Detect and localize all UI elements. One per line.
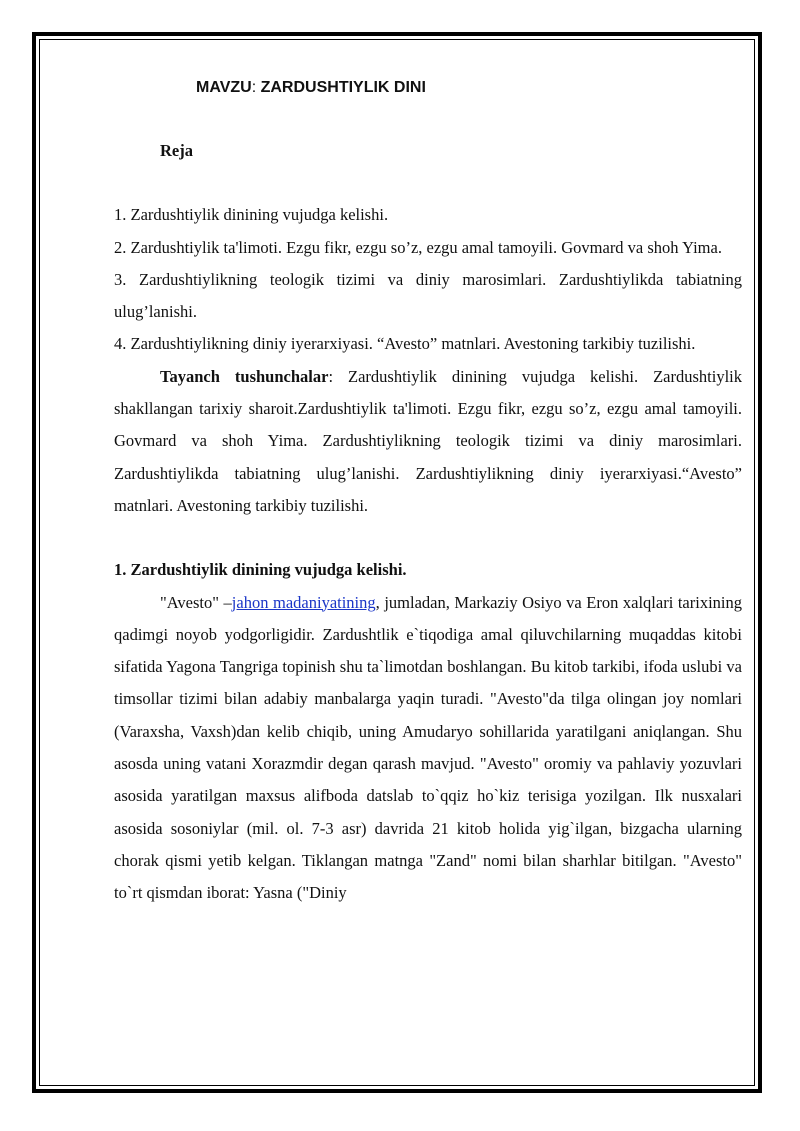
title-colon: : [251,79,257,96]
plan-item-2: 2. Zardushtiylik ta'limoti. Ezgu fikr, ezgu so’z, ezgu amal tamoyili. Govmard va shoh Yima. [114,237,722,257]
section-1-para-start: "Avesto" – [160,592,232,612]
plan-heading: Reja [160,141,193,160]
title-prefix: MAVZU [196,79,252,96]
section-1-paragraph [114,587,742,910]
key-terms-colon: : [328,366,334,386]
key-terms-paragraph [114,361,742,522]
plan-item-3: 3. Zardushtiylikning teologik tizimi va diniy marosimlari. Zardushtiylikda tabiatning ulug’lanishi. [114,269,742,322]
key-terms-label: Tayanch tushunchalar [160,366,329,386]
section-1-link[interactable]: jahon madaniyatining [231,592,376,612]
plan-item-4: 4. Zardushtiylikning diniy iyerarxiyasi. “Avesto” matnlari. Avestoning tarkibiy tuzilishi. [114,334,696,354]
plan-item-1: 1. Zardushtiylik dinining vujudga kelishi. [114,205,389,225]
page-title [114,70,742,106]
section-1-para-rest: , jumladan, Markaziy Osiyo va Eron xalqlari tarixining qadimgi noyob yodgorligidir. Zardushtlik e`tiqodiga amal qiluvchilarning muqaddas kitobi sifatida Yagona Tangriga topinish shu ta`limotdan boshlangan. Bu kitob tarkibi, ifoda uslubi va timsollar tizimi bilan adabiy manbalarga yaqin turadi. "Avesto"da tilga olingan joy nomlari (Varaxsha, Vaxsh)dan kelib chiqib, uning Amudaryo sohillarida yaratilgani aniqlangan. Shu asosda uning vatani Xorazmdir degan qarash mavjud. "Avesto" oromiy va pahlaviy yozuvlari asosida yaratilgan maxsus alifboda datslab to`qqiz ho`kiz terisiga yozilgan. Ilk nusxalari asosida sosoniylar (mil. ol. 7-3 asr) davrida 21 kitob holida yig`ilgan, bizgacha ularning chorak qismi yetib kelgan. Tiklangan matnga "Zand" nomi bilan sharhlar bitilgan. "Avesto" to`rt qismdan iborat: Yasna ("Diniy [114,592,742,903]
spacer [114,167,742,199]
section-1-heading: 1. Zardushtiylik dinining vujudga kelishi. [114,560,407,580]
document-body [114,70,742,910]
title-rest: ZARDUSHTIYLIK DINI [256,79,426,96]
key-terms-text: Zardushtiylik dinining vujudga kelishi. Zardushtiylik shakllangan tarixiy sharoit.Zardushtiylik ta'limoti. Ezgu fikr, ezgu so’z, ezgu amal tamoyili. Govmard va shoh Yima. Zardushtiylikning teologik tizimi va diniy marosimlari. Zardushtiylikda tabiatning ulug’lanishi. Zardushtiylikning diniy iyerarxiyasi.“Avesto” matnlari. Avestoning tarkibiy tuzilishi. [114,366,743,515]
